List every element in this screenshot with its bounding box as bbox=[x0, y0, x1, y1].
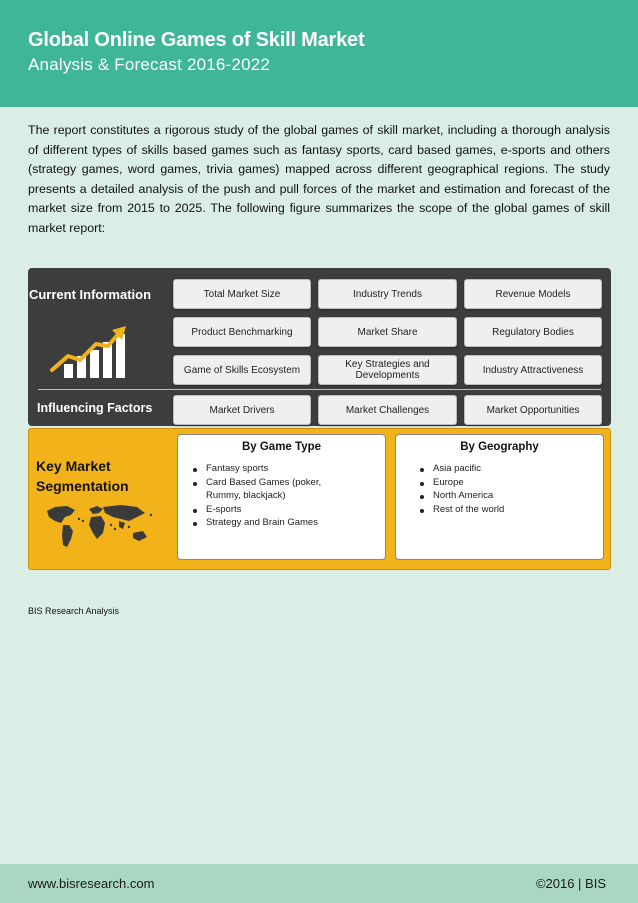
chip-revenue-models: Revenue Models bbox=[464, 279, 602, 309]
by-geography-box bbox=[395, 434, 604, 560]
influencing-factors-label: Influencing Factors bbox=[37, 401, 153, 415]
page-subtitle: Analysis & Forecast 2016-2022 bbox=[28, 55, 271, 74]
by-game-type-title: By Game Type bbox=[241, 441, 322, 453]
current-information-panel bbox=[28, 268, 611, 426]
page-title: Global Online Games of Skill Market bbox=[28, 29, 365, 51]
header-banner bbox=[0, 0, 638, 107]
list-item: Card Based Games (poker, Rummy, blackjack) bbox=[206, 476, 336, 503]
chip-game-of-skills-ecosystem: Game of Skills Ecosystem bbox=[173, 355, 311, 385]
chip-market-drivers: Market Drivers bbox=[173, 395, 311, 425]
chip-market-share: Market Share bbox=[318, 317, 457, 347]
footer-bar bbox=[0, 864, 638, 903]
segmentation-label: Key Market Segmentation bbox=[36, 458, 129, 494]
chip-total-market-size: Total Market Size bbox=[173, 279, 311, 309]
current-information-label: Current Information bbox=[28, 287, 152, 302]
footer-copyright: ©2016 | BIS bbox=[535, 876, 606, 891]
list-item: Rest of the world bbox=[433, 503, 603, 517]
chip-industry-attractiveness: Industry Attractiveness bbox=[464, 355, 602, 385]
list-item: North America bbox=[433, 489, 603, 503]
key-market-segmentation-panel bbox=[28, 428, 611, 570]
list-item: Strategy and Brain Games bbox=[206, 516, 385, 530]
chip-product-benchmarking: Product Benchmarking bbox=[173, 317, 311, 347]
growth-chart-icon bbox=[50, 324, 130, 380]
intro-paragraph: The report constitutes a rigorous study of the global games of skill market, including a thorough analysis of different types of skills based games such as fantasy sports, card based games, e-sports and others (strategy games, word games, trivia games) mapped across different geographical regions. The study presents a detailed analysis of the push and pull forces of the market and estimation and forecast of the market size from 2015 to 2025. The following figure summarizes the scope of the global games of skill market report: bbox=[28, 123, 610, 235]
scope-figure bbox=[28, 268, 611, 570]
panel-divider bbox=[38, 389, 601, 390]
chip-industry-trends: Industry Trends bbox=[318, 279, 457, 309]
list-item: E-sports bbox=[206, 503, 385, 517]
world-map-icon bbox=[41, 501, 159, 551]
chip-regulatory-bodies: Regulatory Bodies bbox=[464, 317, 602, 347]
list-item: Asia pacific bbox=[433, 462, 603, 476]
list-item: Fantasy sports bbox=[206, 462, 385, 476]
list-item: Europe bbox=[433, 476, 603, 490]
by-geography-title: By Geography bbox=[460, 441, 539, 453]
chip-market-challenges: Market Challenges bbox=[318, 395, 457, 425]
chip-key-strategies: Key Strategies and Developments bbox=[318, 355, 457, 385]
footer-url[interactable]: www.bisresearch.com bbox=[28, 876, 155, 891]
figure-source: BIS Research Analysis bbox=[28, 606, 120, 616]
by-game-type-box bbox=[177, 434, 386, 560]
chip-market-opportunities: Market Opportunities bbox=[464, 395, 602, 425]
